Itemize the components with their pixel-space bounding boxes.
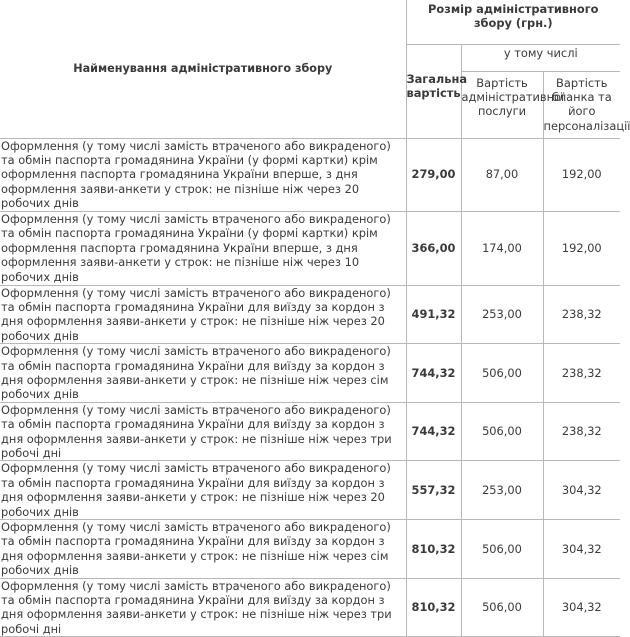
service-cost-value: 506,00 <box>461 578 543 637</box>
total-cost-value: 366,00 <box>406 211 461 285</box>
blank-cost-value: 238,32 <box>543 285 620 344</box>
fee-description: Оформлення (у тому числі замість втраченого або викраденого) та обмін паспорта громадянина України для виїзду за кордон з дня оформлення заяви-анкети у строк: не пізніше ніж через три робочі дні <box>0 578 406 637</box>
total-cost-header: Загальна вартість <box>406 44 461 138</box>
table-header <box>0 0 630 138</box>
blank-cost-value: 304,32 <box>543 578 620 637</box>
service-cost-header: Вартість адміністративної послуги <box>461 71 543 138</box>
blank-cost-value: 304,32 <box>543 520 620 579</box>
total-cost-value: 744,32 <box>406 344 461 403</box>
including-header: у тому числі <box>461 44 620 71</box>
fee-size-header: Розмір адміністративного збору (грн.) <box>406 0 620 44</box>
table-row <box>0 211 620 285</box>
service-cost-value: 506,00 <box>461 402 543 461</box>
blank-cost-value: 192,00 <box>543 138 620 211</box>
total-cost-value: 810,32 <box>406 578 461 637</box>
fee-description: Оформлення (у тому числі замість втраченого або викраденого) та обмін паспорта громадянина України (у формі картки) крім оформлення паспорта громадянина України вперше, з дня оформлення заяви-анкети у строк: не пізніше ніж через 10 робочих днів <box>0 211 406 285</box>
blank-cost-value: 238,32 <box>543 402 620 461</box>
fee-description: Оформлення (у тому числі замість втраченого або викраденого) та обмін паспорта громадянина України для виїзду за кордон з дня оформлення заяви-анкети у строк: не пізніше ніж через три робочі дні <box>0 402 406 461</box>
table-row <box>0 520 620 579</box>
service-cost-value: 253,00 <box>461 461 543 520</box>
total-cost-value: 810,32 <box>406 520 461 579</box>
table-row <box>0 461 620 520</box>
table-row <box>0 285 620 344</box>
table-row <box>0 402 620 461</box>
fee-description: Оформлення (у тому числі замість втраченого або викраденого) та обмін паспорта громадянина України для виїзду за кордон з дня оформлення заяви-анкети у строк: не пізніше ніж через сім робочих днів <box>0 344 406 403</box>
blank-cost-value: 304,32 <box>543 461 620 520</box>
table-row <box>0 138 620 211</box>
fee-description: Оформлення (у тому числі замість втраченого або викраденого) та обмін паспорта громадянина України для виїзду за кордон з дня оформлення заяви-анкети у строк: не пізніше ніж через 20 робочих днів <box>0 461 406 520</box>
service-cost-value: 506,00 <box>461 520 543 579</box>
service-cost-value: 506,00 <box>461 344 543 403</box>
total-cost-value: 491,32 <box>406 285 461 344</box>
name-column-header: Найменування адміністративного збору <box>0 0 406 138</box>
total-cost-value: 279,00 <box>406 138 461 211</box>
total-cost-value: 744,32 <box>406 402 461 461</box>
total-cost-value: 557,32 <box>406 461 461 520</box>
service-cost-value: 253,00 <box>461 285 543 344</box>
fee-description: Оформлення (у тому числі замість втраченого або викраденого) та обмін паспорта громадянина України для виїзду за кордон з дня оформлення заяви-анкети у строк: не пізніше ніж через сім робочих днів <box>0 520 406 579</box>
blank-cost-value: 192,00 <box>543 211 620 285</box>
blank-cost-header: Вартість бланка та його персоналізації <box>543 71 620 138</box>
table-row <box>0 344 620 403</box>
service-cost-value: 174,00 <box>461 211 543 285</box>
blank-cost-value: 238,32 <box>543 344 620 403</box>
fee-description: Оформлення (у тому числі замість втраченого або викраденого) та обмін паспорта громадянина України (у формі картки) крім оформлення паспорта громадянина України вперше, з дня оформлення заяви-анкети у строк: не пізніше ніж через 20 робочих днів <box>0 138 406 211</box>
fee-description: Оформлення (у тому числі замість втраченого або викраденого) та обмін паспорта громадянина України для виїзду за кордон з дня оформлення заяви-анкети у строк: не пізніше ніж через 20 робочих днів <box>0 285 406 344</box>
service-cost-value: 87,00 <box>461 138 543 211</box>
table-body <box>0 138 620 637</box>
table-row <box>0 578 620 637</box>
